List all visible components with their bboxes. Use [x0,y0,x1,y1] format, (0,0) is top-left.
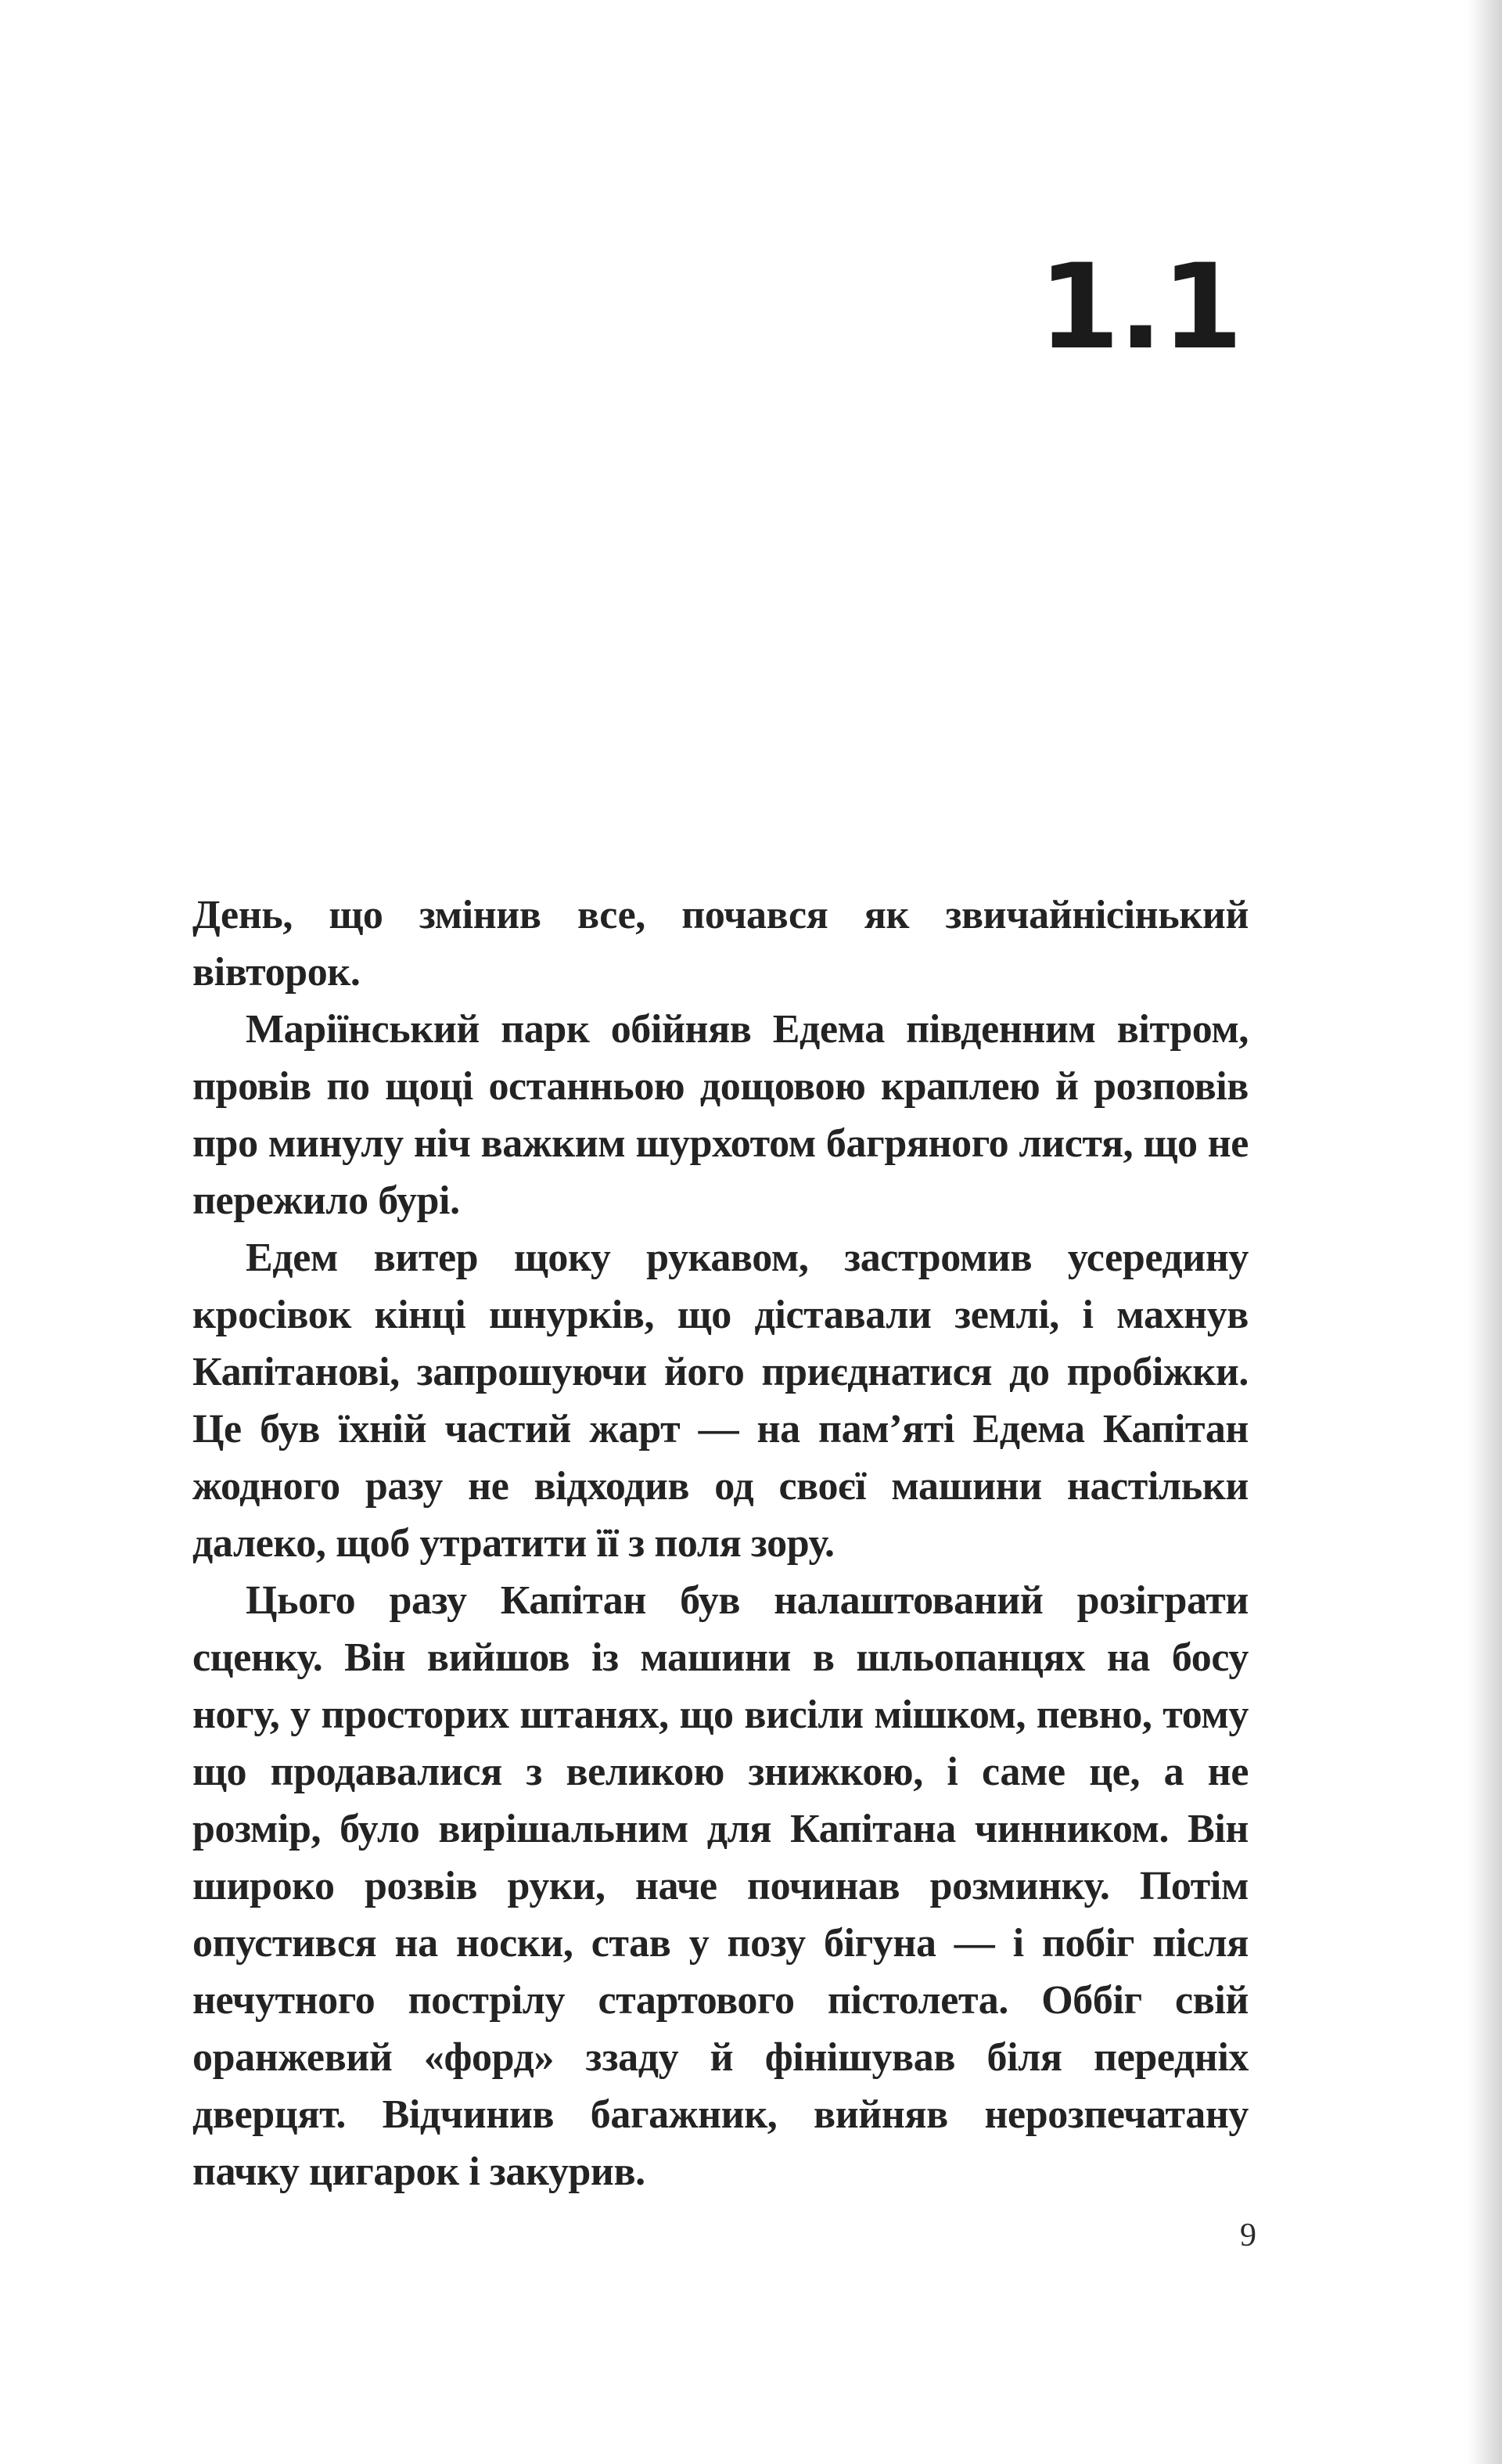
page-number: 9 [1240,2218,1256,2254]
chapter-number: 1.1 [1038,239,1241,376]
paragraph-3: Едем витер щоку рукавом, застромив усередину кросівок кінці шнурків, що діставали землі, і махнув Капітанові, запрошуючи його приєднатися до пробіжки. Це був їхній частий жарт — на пам’яті Едема Капітан жодного разу не відходив од своєї машини настільки далеко, щоб утратити її з поля зору. [192,1236,1249,1566]
chapter-body [192,887,1249,2200]
page-edge-shadow [1468,0,1502,2464]
paragraph-4: Цього разу Капітан був налаштований розіграти сценку. Він вийшов із машини в шльопанцях на босу ногу, у просторих штанях, що висіли мішком, певно, тому що продавалися з великою знижкою, і саме це, а не розмір, було вирішальним для Капітана чинником. Він широко розвів руки, наче починав розминку. Потім опустився на носки, став у позу бігуна — і побіг після нечутного пострілу стартового пістолета. Оббіг свій оранжевий «форд» ззаду й фінішував біля передніх дверцят. Відчинив багажник, вийняв нерозпечатану пачку цигарок і закурив. [192,1578,1249,2194]
paragraph-1: День, що змінив все, почався як звичайнісінький вівторок. [192,893,1249,995]
paragraph-2: Маріїнський парк обійняв Едема південним вітром, провів по щоці останньою дощовою краплею й розповів про минулу ніч важким шурхотом багряного листя, що не пережило бурі. [192,1007,1249,1223]
